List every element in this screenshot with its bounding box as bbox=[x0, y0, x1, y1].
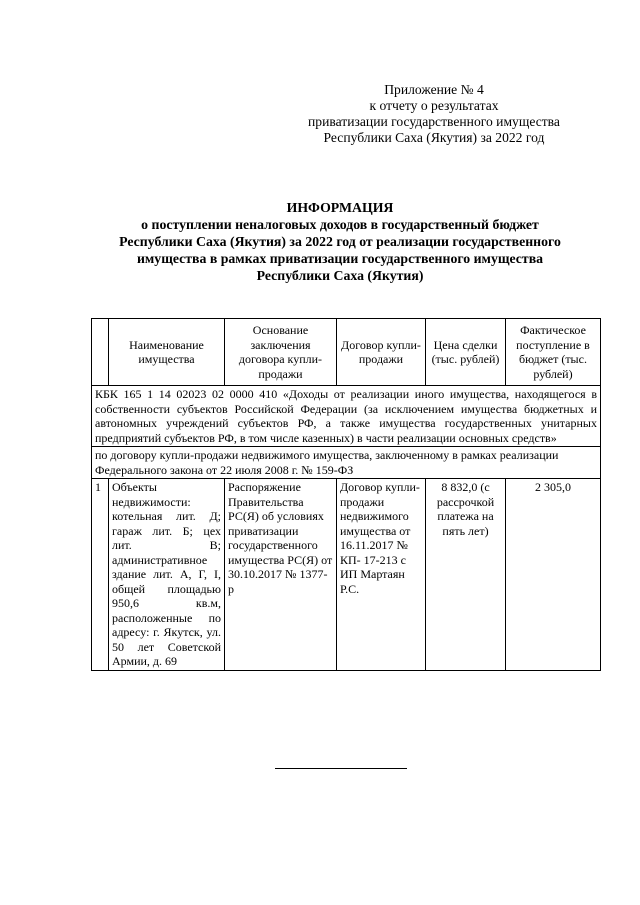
table-row bbox=[92, 479, 601, 671]
kbk-cell: КБК 165 1 14 02023 02 0000 410 «Доходы от реализации иного имущества, находящегося в собственности субъектов Российской Федерации (за исключением имущества бюджетных и автономных учреждений субъектов РФ, а также имущества государственных унитарных предприятий субъектов РФ, в том числе казенных) в части реализации основных средств» bbox=[92, 386, 601, 447]
row-contract: Договор купли-продажи недвижимого имущества от 16.11.2017 № КП- 17-213 с ИП Мартаян Р.С. bbox=[337, 479, 426, 671]
header-name: Наименование имущества bbox=[109, 319, 225, 386]
title-line: Республики Саха (Якутия) bbox=[256, 268, 424, 283]
title-heading: ИНФОРМАЦИЯ bbox=[286, 200, 394, 215]
closing-rule-line bbox=[275, 768, 407, 769]
kbk-row bbox=[92, 386, 601, 447]
appendix-line: Приложение № 4 bbox=[384, 82, 484, 97]
appendix-line: приватизации государственного имущества bbox=[308, 114, 560, 129]
header-contract: Договор купли-продажи bbox=[337, 319, 426, 386]
row-received: 2 305,0 bbox=[506, 479, 601, 671]
title-line: имущества в рамках приватизации государственного имущества bbox=[136, 251, 544, 266]
header-num bbox=[92, 319, 109, 386]
law-row bbox=[92, 447, 601, 479]
law-cell: по договору купли-продажи недвижимого имущества, заключенному в рамках реализации Федерального закона от 22 июля 2008 г. № 159-ФЗ bbox=[92, 447, 601, 479]
document-title bbox=[80, 199, 600, 284]
header-basis: Основание заключения договора купли-продажи bbox=[225, 319, 337, 386]
header-received: Фактическое поступление в бюджет (тыс. рублей) bbox=[506, 319, 601, 386]
revenue-table bbox=[91, 318, 601, 671]
table-header-row bbox=[92, 319, 601, 386]
row-basis: Распоряжение Правительства РС(Я) об условиях приватизации государственного имущества РС(Я) от 30.10.2017 № 1377-р bbox=[225, 479, 337, 671]
header-price: Цена сделки (тыс. рублей) bbox=[426, 319, 506, 386]
row-price: 8 832,0 (с рассрочкой платежа на пять лет) bbox=[426, 479, 506, 671]
appendix-reference bbox=[290, 82, 578, 146]
appendix-line: к отчету о результатах bbox=[369, 98, 499, 113]
appendix-line: Республики Саха (Якутия) за 2022 год bbox=[323, 130, 545, 145]
row-property-name: Объекты недвижимости: котельная лит. Д; гараж лит. Б; цех лит. В; административное здание лит. А, Г, I, общей площадью 950,6 кв.м, расположенные по адресу: г. Якутск, ул. 50 лет Советской Армии, д. 69 bbox=[109, 479, 225, 671]
row-num: 1 bbox=[92, 479, 109, 671]
title-line: о поступлении неналоговых доходов в государственный бюджет bbox=[141, 217, 539, 232]
title-line: Республики Саха (Якутия) за 2022 год от реализации государственного bbox=[119, 234, 561, 249]
